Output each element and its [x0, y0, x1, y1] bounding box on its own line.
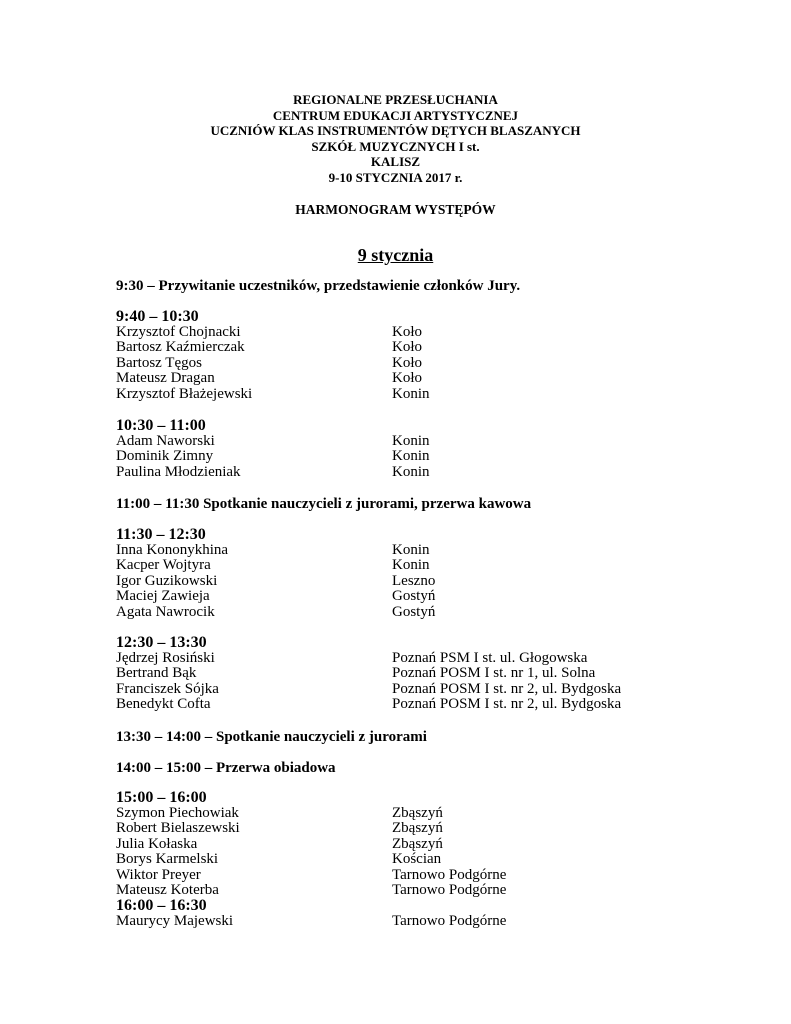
performer-name: Borys Karmelski [116, 851, 219, 867]
day-title: 9 stycznia [357, 245, 434, 265]
performer-place: Konin [392, 385, 430, 402]
header-line: CENTRUM EDUKACJI ARTYSTYCZNEJ [272, 107, 519, 123]
performer-name: Bartosz Tęgos [116, 354, 202, 371]
performer-name: Paulina Młodzieniak [116, 463, 241, 480]
header-line: REGIONALNE PRZESŁUCHANIA [293, 92, 498, 107]
session-time: 10:30 – 11:00 [116, 417, 206, 434]
session-block [116, 309, 676, 402]
schedule-title: HARMONOGRAM WYSTĘPÓW [295, 202, 496, 217]
performer-name: Mateusz Koterba [116, 882, 219, 898]
performer-place: Gostyń [392, 603, 436, 620]
performer-place: Poznań PSM I st. ul. Głogowska [392, 649, 588, 666]
performer-name: Robert Bielaszewski [116, 820, 240, 836]
performer-name: Franciszek Sójka [116, 680, 219, 697]
performer-name: Maurycy Majewski [116, 912, 234, 929]
performer-place: Zbąszyń [392, 804, 443, 821]
performer-row [116, 821, 676, 837]
performer-place: Koło [392, 339, 422, 355]
performer-row [116, 465, 676, 481]
performer-name: Julia Kołaska [116, 835, 198, 852]
session-block [116, 898, 676, 929]
performer-place: Koło [392, 370, 422, 386]
session-block [116, 527, 676, 620]
performer-row [116, 914, 676, 930]
session-block [116, 635, 676, 713]
performer-place: Konin [392, 541, 430, 558]
performer-name: Dominik Zimny [116, 448, 214, 464]
performer-row [116, 589, 676, 605]
performer-row [116, 868, 676, 884]
performer-name: Kacper Wojtyra [116, 557, 211, 573]
performer-place: Konin [392, 557, 430, 573]
header-line: KALISZ [370, 154, 421, 169]
performer-name: Krzysztof Błażejewski [116, 385, 253, 402]
performer-place: Kościan [392, 851, 442, 867]
performer-row [116, 325, 676, 341]
break-note: 13:30 – 14:00 – Spotkanie nauczycieli z jurorami [116, 729, 427, 745]
session-time: 16:00 – 16:30 [116, 897, 207, 914]
session-block [116, 790, 676, 899]
performer-place: Koło [392, 323, 422, 340]
performer-row [116, 356, 676, 372]
performer-name: Adam Naworski [116, 432, 215, 449]
performer-row [116, 852, 676, 868]
break-note: 11:00 – 11:30 Spotkanie nauczycieli z jurorami, przerwa kawowa [116, 496, 532, 512]
performer-place: Poznań POSM I st. nr 2, ul. Bydgoska [392, 680, 622, 697]
performer-place: Poznań POSM I st. nr 2, ul. Bydgoska [392, 696, 622, 712]
session-time: 12:30 – 13:30 [116, 634, 207, 651]
performer-place: Koło [392, 354, 422, 371]
performer-row [116, 434, 676, 450]
welcome-note: 9:30 – Przywitanie uczestników, przedstawienie członków Jury. [116, 278, 521, 294]
performer-name: Bartosz Kaźmierczak [116, 339, 245, 355]
performer-row [116, 651, 676, 667]
performer-name: Krzysztof Chojnacki [116, 323, 241, 340]
session-block [116, 418, 676, 480]
performer-row [116, 574, 676, 590]
performer-place: Tarnowo Podgórne [392, 866, 507, 883]
performer-name: Inna Kononykhina [116, 541, 229, 558]
session-time: 9:40 – 10:30 [116, 308, 199, 325]
performer-place: Konin [392, 448, 430, 464]
performer-row [116, 371, 676, 387]
performer-place: Poznań POSM I st. nr 1, ul. Solna [392, 665, 596, 681]
performer-row [116, 387, 676, 403]
performer-name: Benedykt Cofta [116, 696, 211, 712]
performer-row [116, 449, 676, 465]
document-header [0, 92, 791, 185]
session-time: 15:00 – 16:00 [116, 789, 207, 806]
performer-place: Tarnowo Podgórne [392, 882, 507, 898]
performer-place: Leszno [392, 572, 436, 589]
performer-row [116, 697, 676, 713]
performer-row [116, 558, 676, 574]
performer-row [116, 340, 676, 356]
performer-row [116, 605, 676, 621]
performer-place: Zbąszyń [392, 820, 443, 836]
performer-row [116, 837, 676, 853]
performer-name: Szymon Piechowiak [116, 804, 239, 821]
header-line: UCZNIÓW KLAS INSTRUMENTÓW DĘTYCH BLASZANYCH [210, 123, 581, 138]
header-line: SZKÓŁ MUZYCZNYCH I st. [311, 138, 480, 154]
performer-place: Konin [392, 463, 430, 480]
performer-place: Konin [392, 432, 430, 449]
performer-row [116, 543, 676, 559]
header-line: 9-10 STYCZNIA 2017 r. [328, 169, 463, 185]
performer-name: Mateusz Dragan [116, 370, 215, 386]
break-note: 14:00 – 15:00 – Przerwa obiadowa [116, 760, 336, 776]
performer-name: Agata Nawrocik [116, 603, 215, 620]
performer-name: Wiktor Preyer [116, 866, 201, 883]
performer-name: Maciej Zawieja [116, 588, 210, 604]
performer-name: Igor Guzikowski [116, 572, 218, 589]
performer-place: Zbąszyń [392, 835, 443, 852]
performer-place: Gostyń [392, 588, 436, 604]
performer-name: Bertrand Bąk [116, 665, 197, 681]
performer-name: Jędrzej Rosiński [116, 649, 215, 666]
day-heading [0, 245, 791, 265]
performer-row [116, 806, 676, 822]
session-time: 11:30 – 12:30 [116, 526, 206, 543]
performer-place: Tarnowo Podgórne [392, 912, 507, 929]
performer-row [116, 666, 676, 682]
performer-row [116, 682, 676, 698]
